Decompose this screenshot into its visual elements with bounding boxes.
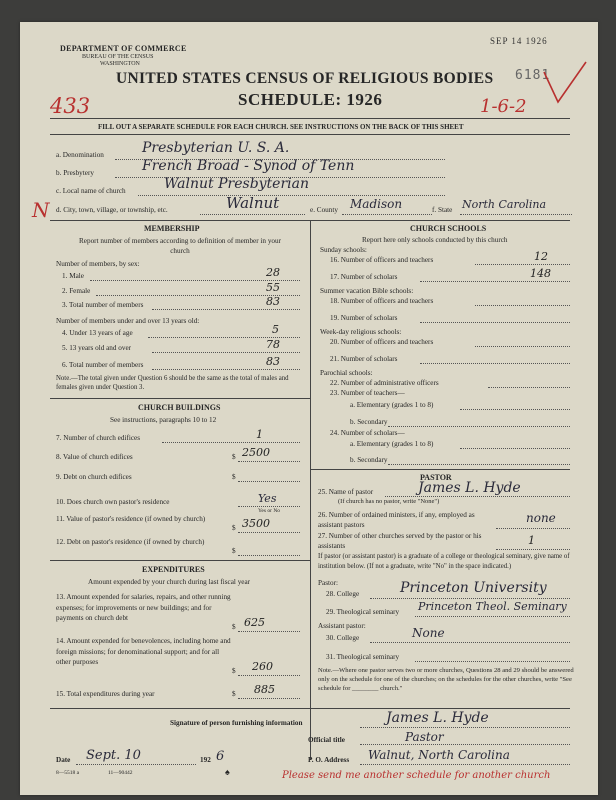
res-value-value: 3500: [242, 517, 270, 530]
q30-value: None: [412, 626, 445, 640]
pastor-note: Note.—Where one pastor serves two or more churches, Questions 28 and 29 should be answered only on the schedule for one of the churches; on the schedules for the other churches, write "See schedule for ________ church.": [318, 667, 574, 692]
debt-label: 9. Debt on church edifices: [56, 473, 132, 481]
total-value: 83: [266, 295, 280, 308]
q16-value: 12: [534, 250, 548, 263]
official-title-value: Pastor: [405, 730, 444, 744]
total-label: 3. Total number of members: [62, 301, 144, 309]
residence-label: 10. Does church own pastor's residence: [56, 498, 170, 506]
schools-subheading: Report here only schools conducted by this church: [362, 236, 508, 244]
county-label: e. County: [310, 206, 338, 214]
residence-value: Yes: [258, 492, 277, 505]
official-title-label: Official title: [308, 736, 345, 744]
church-value: Walnut Presbyterian: [164, 176, 310, 192]
res-debt-label: 12. Debt on pastor's residence (if owned by church): [56, 538, 205, 546]
under-value: 5: [272, 323, 279, 336]
q21-label: 21. Number of scholars: [330, 355, 398, 363]
membership-heading: MEMBERSHIP: [144, 224, 200, 233]
q28-value: Princeton University: [400, 580, 547, 596]
expenditures-subheading: Amount expended by your church during last fiscal year: [88, 578, 251, 586]
signature-label: Signature of person furnishing information: [170, 719, 303, 727]
summer-label: Summer vacation Bible schools:: [320, 287, 414, 295]
denomination-value: Presbyterian U. S. A.: [142, 140, 290, 156]
city-title: WASHINGTON: [100, 61, 140, 67]
q14-value: 260: [252, 660, 273, 673]
date-value: Sept. 10: [86, 748, 141, 763]
q29-value: Princeton Theol. Seminary: [418, 600, 567, 613]
city-label: d. City, town, village, or township, etc.: [56, 206, 168, 214]
q24a-label: a. Elementary (grades 1 to 8): [350, 440, 434, 448]
q17-value: 148: [530, 267, 551, 280]
form-number: 8—5518 a: [56, 770, 80, 776]
q18-label: 18. Number of officers and teachers: [330, 297, 434, 305]
form-title: UNITED STATES CENSUS OF RELIGIOUS BODIES: [116, 70, 494, 87]
county-value: Madison: [350, 197, 403, 211]
q19-label: 19. Number of scholars: [330, 314, 398, 322]
graduate-note: If pastor (or assistant pastor) is a graduate of a college or theological seminary, give name of institution below. (If not a graduate, write "No" in the space indicated.): [318, 553, 570, 570]
instruction-line: FILL OUT A SEPARATE SCHEDULE FOR EACH CHURCH. SEE INSTRUCTIONS ON THE BACK OF THIS SHEET: [98, 123, 464, 131]
q15-label: 15. Total expenditures during year: [56, 690, 155, 698]
q23a-label: a. Elementary (grades 1 to 8): [350, 401, 434, 409]
by-sex-label: Number of members, by sex:: [56, 260, 140, 268]
q17-label: 17. Number of scholars: [330, 273, 398, 281]
city-value: Walnut: [226, 194, 280, 212]
over-label: 5. 13 years old and over: [62, 344, 132, 352]
q24-label: 24. Number of scholars—: [330, 429, 405, 437]
bureau-title: BUREAU OF THE CENSUS: [82, 54, 154, 60]
pastor-heading: PASTOR: [420, 473, 452, 482]
q25-value: James L. Hyde: [418, 480, 521, 496]
q25-label: 25. Name of pastor: [318, 488, 374, 496]
presbytery-label: b. Presbytery: [56, 169, 94, 177]
q23-label: 23. Number of teachers—: [330, 389, 405, 397]
q22-label: 22. Number of administrative officers: [330, 379, 439, 387]
total2-label: 6. Total number of members: [62, 361, 144, 369]
red-number: 433: [50, 94, 91, 118]
q15-value: 885: [254, 683, 275, 696]
stamp-number: 6181: [515, 68, 551, 83]
q13-value: 625: [244, 616, 265, 629]
pastor-sub-label: Pastor:: [318, 579, 338, 587]
q27-value: 1: [528, 534, 535, 547]
po-address-value: Walnut, North Carolina: [368, 748, 510, 762]
membership-note: Note.—The total given under Question 6 should be the same as the total of males and females given under Question 3.: [56, 375, 289, 391]
schools-heading: CHURCH SCHOOLS: [410, 224, 487, 233]
under-label: 4. Under 13 years of age: [62, 329, 133, 337]
q26-value: none: [526, 511, 556, 525]
q23b-label: b. Secondary: [350, 418, 388, 426]
assistant-label: Assistant pastor:: [318, 622, 366, 630]
schedule-title: SCHEDULE: 1926: [238, 90, 383, 109]
q26-label: 26. Number of ordained ministers, if any, employed as assistant pastors: [318, 511, 475, 529]
signature-value: James L. Hyde: [386, 710, 489, 726]
department-title: DEPARTMENT OF COMMERCE: [60, 44, 187, 53]
census-form: DEPARTMENT OF COMMERCE BUREAU OF THE CENSUS WASHINGTON SEP 14 1926 6181 UNITED STATES CENSUS OF RELIGIOUS BODIES SCHEDULE: 1926 433 1-6-2 FILL OUT A SEPARATE SCHEDULE FOR EACH CHURCH. SEE INSTRUCTIONS ON THE BACK OF THIS SHEET a. Denomination Presbyterian U. S. A. b. Presbytery French Broad - Synod of Tenn c. Local name of church Walnut Presbyterian N d. City, town, village, or township, etc. Walnut e. County Madison f. State North Carolina MEMBERSHIP Report number of members according to definition of member in your church Number of members, by sex: 1. Male 28 2. Female 55 3. Total number of members 83 Number of members under and over 13 years old: 4. Under 13 years of age 5 5. 13 years old and over 78 6. Total number of members 83 Note.—The total given under Question 6 should be the same as the total of males and females given under Question 3. CHURCH BUILDINGS See instructions, paragraphs 10 to 12 7. Number of church edifices 1 8. Value of church edifices $ 2500 9. Debt on church edifices $ 10. Does church own pastor's residence Yes Yes or No 11. Value of pastor's residence (if owned by church) $ 3500 12. Debt on pastor's residence (if owned by church) $ EXPENDITURES Amount expended by your church during last fiscal year 13. Amount expended for salaries, repairs, and other running expenses; for improvements or new buildings; and for payments on church debt $ 625 14. Amount expended for benevolences, including home and foreign missions; for denominational support; and for all other purposes $ 260 15. Total expenditures during year $ 885 CHURCH SCHOOLS Report here only schools conducted by this church Sunday schools: 16. Number of officers and teachers 12 17. Number of scholars 148 Summer vacation Bible schools: 18. Number of officers and teachers 19. Number of scholars Week-day religious schools: 20. Number of officers and teachers 21. Number of scholars Parochial schools: 22. Number of administrative officers 23. Number of teachers— a. Elementary (grades 1 to 8) b. Secondary 24. Number of scholars— a. Elementary (grades 1 to 8) b. Secondary PASTOR 25. Name of pastor James L. Hyde (If church has no pastor, write "None") 26. Number of ordained ministers, if any, employed as assistant pastors none 27. Number of other churches served by the pastor or his assistants 1 If pastor (or assistant pastor) is a graduate of a college or theological seminary, give name of institution below. (If not a graduate, write "No" in the space indicated.) Pastor: 28. College Princeton University 29. Theological seminary Princeton Theol. Seminary Assistant pastor: 30. College None 31. Theological seminary Note.—Where one pastor serves two or more churches, Questions 28 and 29 should be answered only on the schedule for one of the churches; on the schedules for the other churches, write "See schedule for ________ church." Signature of person furnishing information James L. Hyde Official title Pastor Date Sept. 10 192 6 P. O. Address Walnut, North Carolina 8—5518 a 11—90442 ♠ Please send me another schedule for another church: [20, 22, 598, 795]
q20-label: 20. Number of officers and teachers: [330, 338, 434, 346]
red-margin-mark: N: [32, 198, 50, 222]
q13-label: 13. Amount expended for salaries, repairs, and other running expenses; for improvements or new buildings; and for payments on church debt: [56, 593, 231, 622]
parochial-label: Parochial schools:: [320, 369, 373, 377]
value-value: 2500: [242, 446, 270, 459]
q30-label: 30. College: [326, 634, 360, 642]
expenditures-heading: EXPENDITURES: [142, 565, 205, 574]
edifices-label: 7. Number of church edifices: [56, 434, 141, 442]
q14-label: 14. Amount expended for benevolences, including home and foreign missions; for denominational support; and for all other purposes: [56, 637, 231, 666]
male-value: 28: [266, 266, 280, 279]
res-value-label: 11. Value of pastor's residence (if owned by church): [56, 515, 206, 523]
year-value: 6: [216, 749, 225, 764]
spade-icon: ♠: [225, 767, 230, 777]
q29-label: 29. Theological seminary: [326, 608, 400, 616]
sunday-label: Sunday schools:: [320, 246, 367, 254]
q31-label: 31. Theological seminary: [326, 653, 400, 661]
q28-label: 28. College: [326, 590, 360, 598]
membership-subheading: Report number of members according to definition of member in your church: [79, 237, 281, 255]
denomination-label: a. Denomination: [56, 151, 104, 159]
church-label: c. Local name of church: [56, 187, 126, 195]
age-heading: Number of members under and over 13 years old:: [56, 317, 200, 325]
received-stamp: SEP 14 1926: [490, 36, 548, 46]
value-label: 8. Value of church edifices: [56, 453, 133, 461]
year-label: 192: [200, 756, 211, 764]
buildings-subheading: See instructions, paragraphs 10 to 12: [110, 416, 217, 424]
over-value: 78: [266, 338, 280, 351]
state-value: North Carolina: [462, 198, 547, 211]
female-value: 55: [266, 281, 280, 294]
red-request-note: Please send me another schedule for another church: [282, 770, 551, 781]
q16-label: 16. Number of officers and teachers: [330, 256, 434, 264]
edifices-value: 1: [256, 428, 263, 441]
q25-sub: (If church has no pastor, write "None"): [338, 498, 440, 505]
state-label: f. State: [432, 206, 453, 214]
weekday-label: Week-day religious schools:: [320, 328, 402, 336]
presbytery-value: French Broad - Synod of Tenn: [142, 158, 355, 174]
check-mark-icon: [540, 58, 590, 108]
po-address-label: P. O. Address: [308, 756, 350, 764]
buildings-heading: CHURCH BUILDINGS: [138, 403, 221, 412]
red-code: 1-6-2: [480, 96, 527, 117]
print-number: 11—90442: [108, 770, 133, 776]
female-label: 2. Female: [62, 287, 91, 295]
yes-no-label: Yes or No: [258, 508, 281, 514]
q24b-label: b. Secondary: [350, 456, 388, 464]
q27-label: 27. Number of other churches served by the pastor or his assistants: [318, 532, 482, 550]
total2-value: 83: [266, 355, 280, 368]
male-label: 1. Male: [62, 272, 84, 280]
date-label: Date: [56, 756, 71, 764]
